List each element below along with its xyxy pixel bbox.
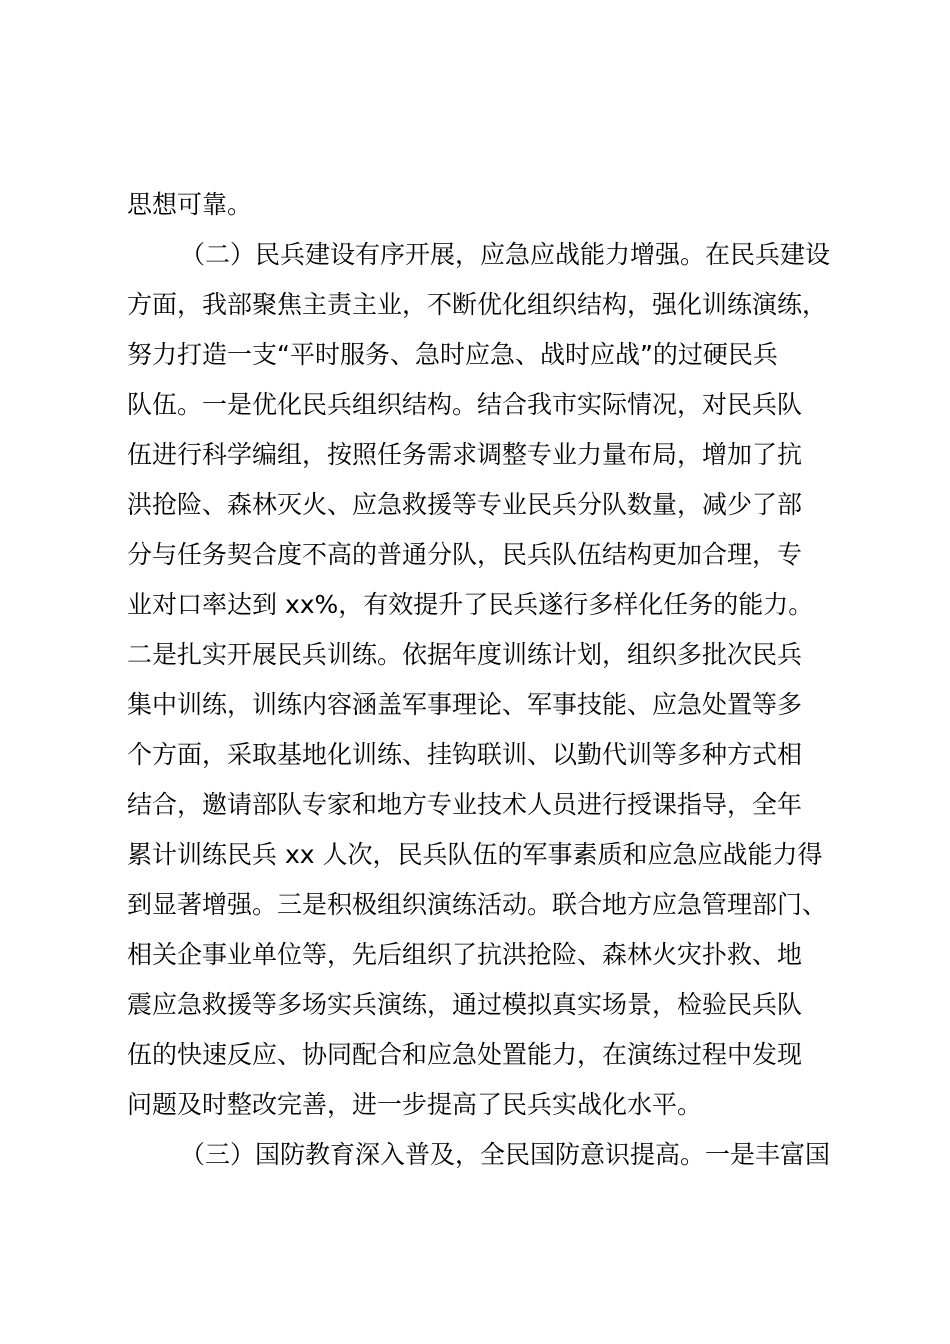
text-line: 结合，邀请部队专家和地方专业技术人员进行授课指导，全年 bbox=[127, 790, 803, 819]
text-line: 到显著增强。三是积极组织演练活动。联合地方应急管理部门、 bbox=[127, 890, 828, 919]
text-line: 累计训练民兵 xx 人次，民兵队伍的军事素质和应急应战能力得 bbox=[127, 840, 823, 869]
text-line: 个方面，采取基地化训练、挂钩联训、以勤代训等多种方式相 bbox=[127, 740, 803, 769]
text-line: 洪抢险、森林灭火、应急救援等专业民兵分队数量，减少了部 bbox=[127, 490, 803, 519]
document-body bbox=[127, 180, 832, 1180]
text-line: 二是扎实开展民兵训练。依据年度训练计划，组织多批次民兵 bbox=[127, 640, 803, 669]
paragraph-heading-line: （二）民兵建设有序开展，应急应战能力增强。在民兵建设 bbox=[180, 240, 831, 269]
text-line: 伍进行科学编组，按照任务需求调整专业力量布局，增加了抗 bbox=[127, 440, 803, 469]
text-line: 方面，我部聚焦主责主业，不断优化组织结构，强化训练演练， bbox=[127, 290, 828, 319]
text-line: 震应急救援等多场实兵演练，通过模拟真实场景，检验民兵队 bbox=[127, 990, 803, 1019]
text-line: 业对口率达到 xx%，有效提升了民兵遂行多样化任务的能力。 bbox=[127, 590, 814, 619]
text-line: 问题及时整改完善，进一步提高了民兵实战化水平。 bbox=[127, 1090, 703, 1119]
text-line: 分与任务契合度不高的普通分队，民兵队伍结构更加合理，专 bbox=[127, 540, 803, 569]
text-line: 队伍。一是优化民兵组织结构。结合我市实际情况，对民兵队 bbox=[127, 390, 803, 419]
text-line: 思想可靠。 bbox=[127, 190, 253, 219]
text-line: 努力打造一支“平时服务、急时应急、战时应战”的过硬民兵 bbox=[127, 340, 778, 369]
text-line: 集中训练，训练内容涵盖军事理论、军事技能、应急处置等多 bbox=[127, 690, 803, 719]
text-line: 相关企事业单位等，先后组织了抗洪抢险、森林火灾扑救、地 bbox=[127, 940, 803, 969]
text-line: 伍的快速反应、协同配合和应急处置能力，在演练过程中发现 bbox=[127, 1040, 803, 1069]
paragraph-heading-line: （三）国防教育深入普及，全民国防意识提高。一是丰富国 bbox=[180, 1140, 831, 1169]
